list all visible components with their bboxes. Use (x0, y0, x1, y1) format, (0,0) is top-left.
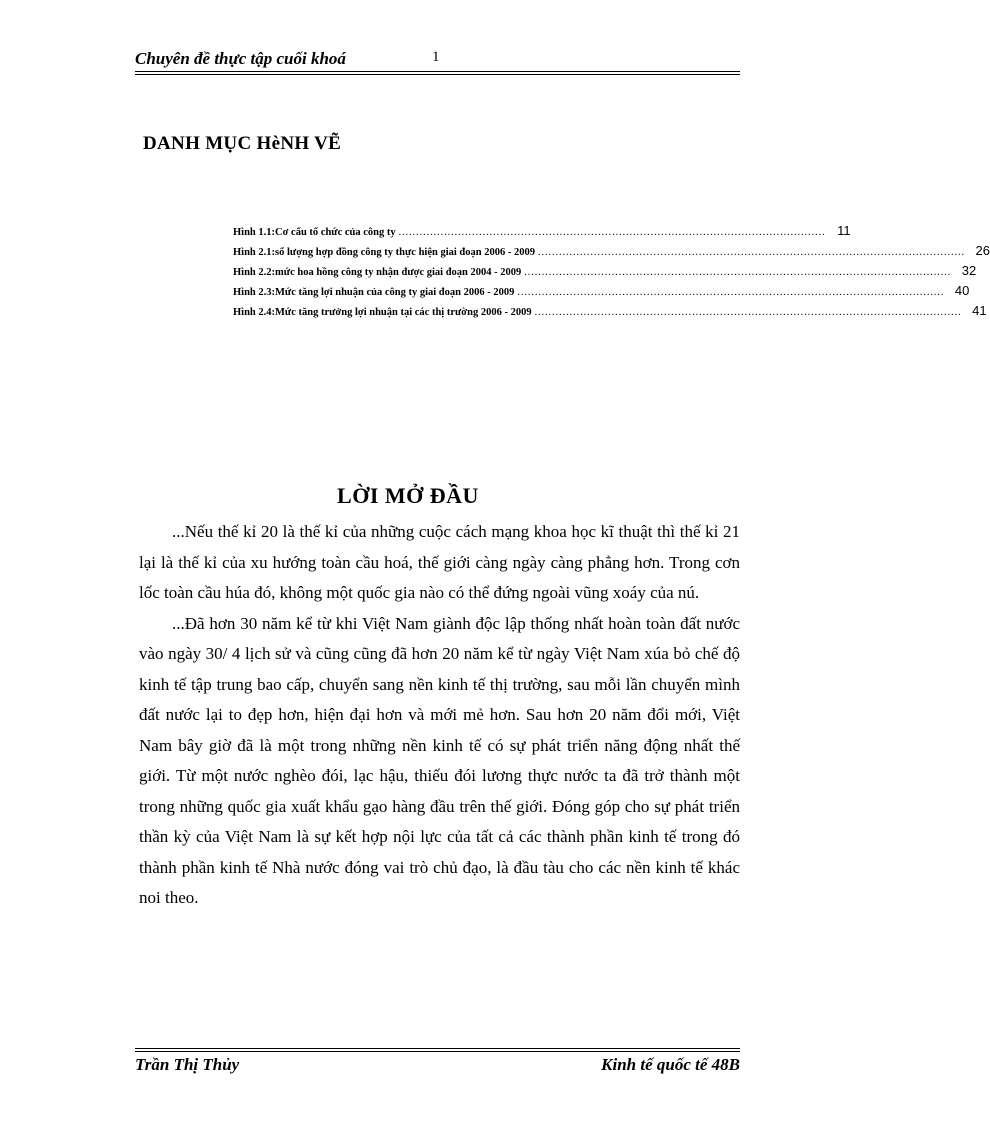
toc-entry-text: Mức tăng lợi nhuận của công ty giai đoạn 2006 - 2009 (275, 287, 515, 298)
intro-body (139, 517, 740, 914)
toc-entry-label: Hình 1.1: (233, 227, 276, 238)
toc-entry-page: 40 (954, 283, 970, 298)
dot-leader: .......................................................................................................................... (537, 247, 965, 258)
dot-leader: .......................................................................................................................... (398, 227, 826, 238)
intro-heading: LỜI MỞ ĐẦU (337, 483, 479, 508)
toc-entry-page: 11 (837, 223, 851, 238)
toc-entry-text: Cơ cấu tổ chức của công ty (275, 227, 396, 238)
footer-rule (135, 1048, 740, 1049)
toc-entry[interactable] (233, 243, 990, 263)
toc-entry-page: 32 (961, 263, 977, 278)
header-page-number: 1 (432, 49, 440, 65)
toc-entry-text: Mức tăng trưởng lợi nhuận tại các thị trường 2006 - 2009 (275, 307, 532, 318)
header-rule-thin (135, 74, 740, 75)
toc-entry-text: số lượng hợp đồng công ty thực hiện giai đoạn 2006 - 2009 (275, 247, 535, 258)
header-rule (135, 71, 740, 72)
toc-entry-label: Hình 2.3: (233, 287, 276, 298)
header-title: Chuyên đề thực tập cuối khoá (135, 49, 346, 68)
page-footer (135, 1048, 740, 1078)
page-header (135, 47, 740, 73)
footer-class-name: Kinh tế quốc tế 48B (601, 1055, 740, 1074)
toc-entry-label: Hình 2.1: (233, 247, 276, 258)
footer-author: Trần Thị Thủy (135, 1055, 240, 1074)
figure-list (233, 223, 990, 323)
toc-entry-text: mức hoa hồng công ty nhận được giai đoạn 2004 - 2009 (275, 267, 522, 278)
toc-heading: DANH MỤC HèNH VẼ (143, 133, 342, 154)
toc-entry-page: 41 (972, 303, 987, 318)
dot-leader: .......................................................................................................................... (524, 267, 952, 278)
toc-entry[interactable] (233, 303, 987, 323)
intro-paragraph: ...Đã hơn 30 năm kể từ khi Việt Nam giành độc lập thống nhất hoàn toàn đất nước vào ngày 30/ 4 lịch sử và cũng cũng đã hơn 20 năm kể từ ngày Việt Nam xúa bỏ chế độ kinh tế tập trung bao cấp, chuyển sang nền kinh tế thị trường, sau mỗi lần chuyển mình đất nước lại to đẹp hơn, hiện đại hơn và mới mẻ hơn. Sau hơn 20 năm đổi mới, Việt Nam bây giờ đã là một trong những nền kinh tế có sự phát triển năng động nhất thế giới. Từ một nước nghèo đói, lạc hậu, thiếu đói lương thực nước ta đã trở thành một trong những quốc gia xuất khẩu gạo hàng đầu trên thế giới. Đóng góp cho sự phát triển thần kỳ của Việt Nam là sự kết hợp nội lực của tất cả các thành phần kinh tế trong đó thành phần kinh tế Nhà nước đóng vai trò chủ đạo, là đầu tàu cho các nền kinh tế khác noi theo. (139, 613, 740, 907)
toc-entry[interactable] (233, 223, 851, 243)
toc-entry-label: Hình 2.4: (233, 307, 276, 318)
toc-entry-label: Hình 2.2: (233, 267, 276, 278)
dot-leader: .......................................................................................................................... (517, 287, 945, 298)
toc-entry[interactable] (233, 283, 970, 303)
intro-paragraph: ...Nếu thế kỉ 20 là thế kỉ của những cuộc cách mạng khoa học kĩ thuật thì thế kỉ 21 lại là thế kỉ của xu hướng toàn cầu hoá, thế giới càng ngày càng phẳng hơn. Trong cơn lốc toàn cầu húa đó, không một quốc gia nào có thể đứng ngoài vũng xoáy của nú. (139, 522, 740, 602)
toc-entry[interactable] (233, 263, 977, 283)
footer-rule-thin (135, 1051, 740, 1052)
toc-entry-page: 26 (975, 243, 990, 258)
dot-leader: .......................................................................................................................... (534, 307, 962, 318)
